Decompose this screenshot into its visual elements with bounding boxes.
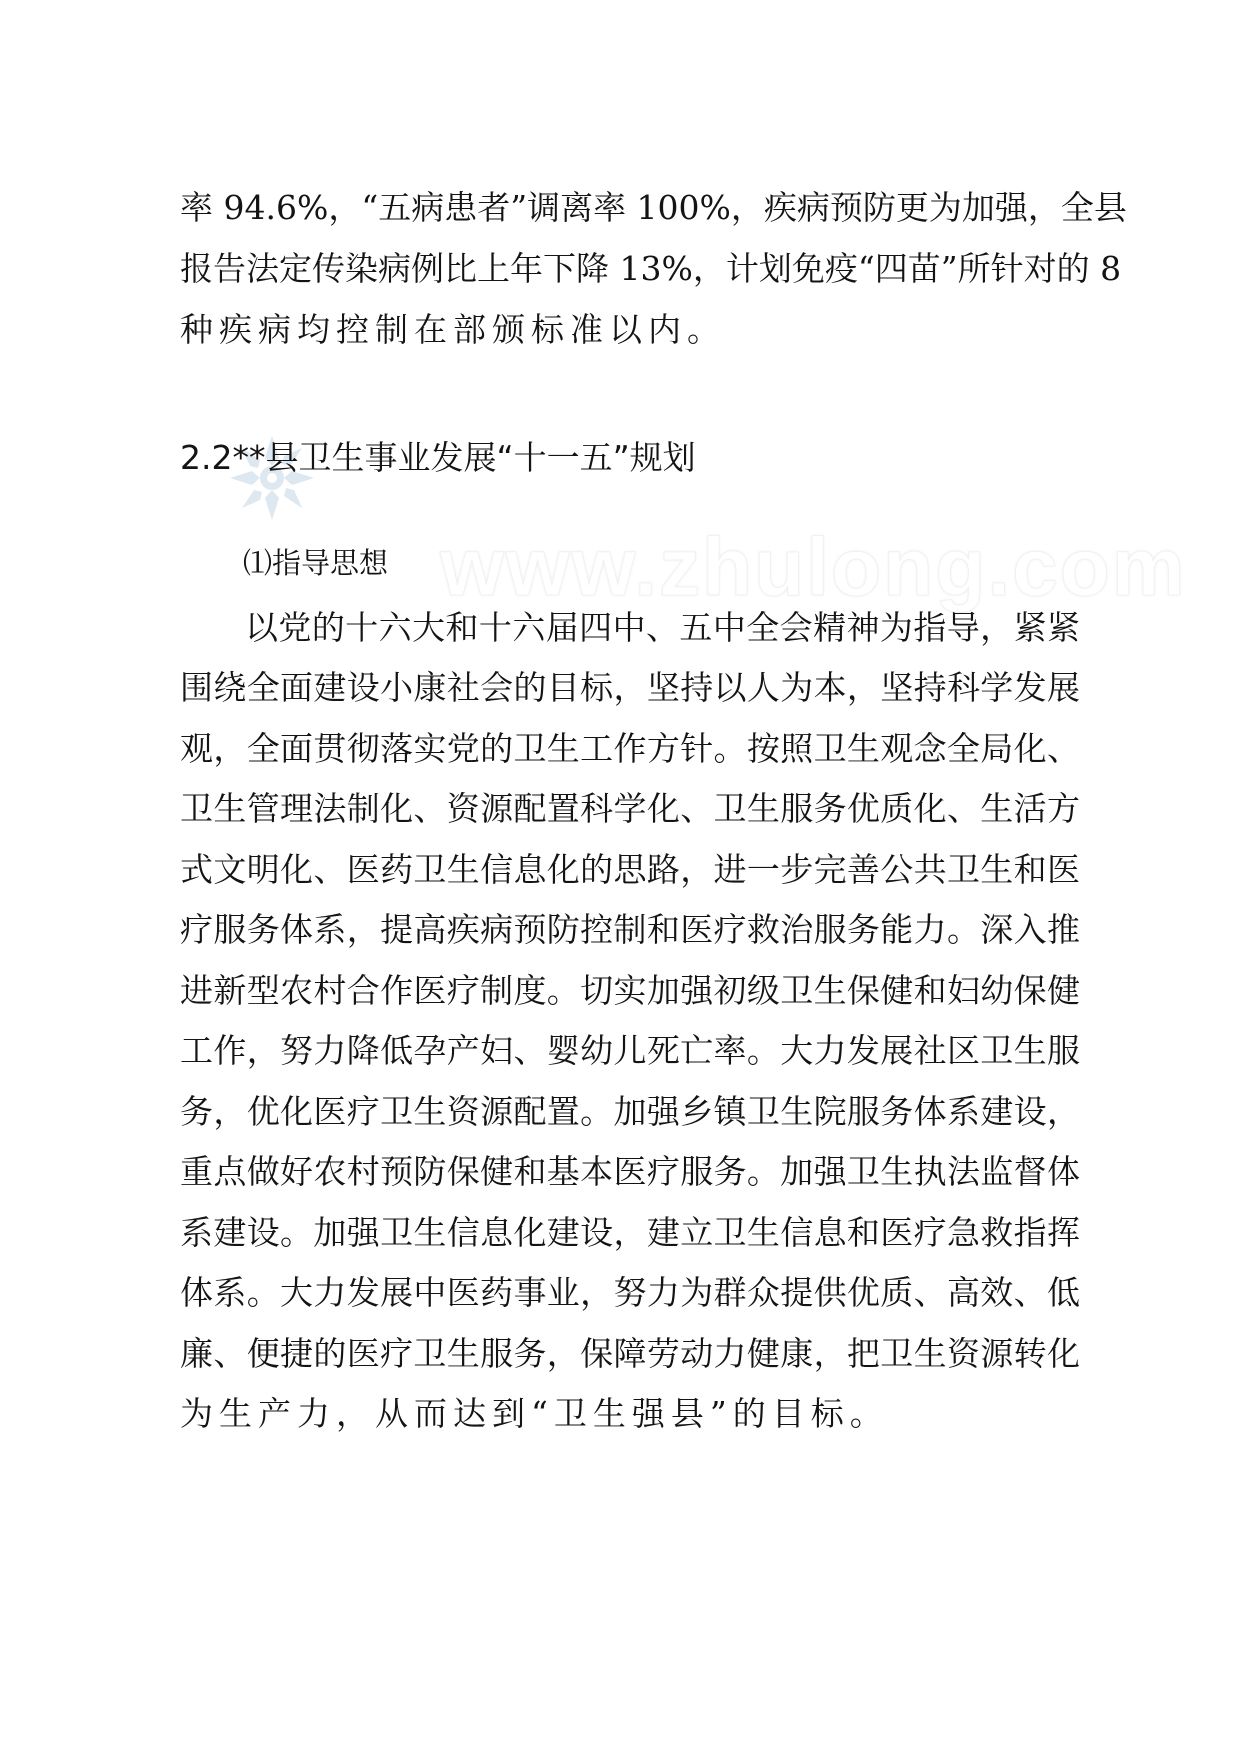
body-line: 务，优化医疗卫生资源配置。加强乡镇卫生院服务体系建设， — [180, 1092, 1080, 1131]
body-line: 体系。大力发展中医药事业，努力为群众提供优质、高效、低 — [180, 1273, 1080, 1312]
body-line: 以党的十六大和十六届四中、五中全会精神为指导，紧紧 — [245, 608, 1080, 647]
body-line: 为生产力，从而达到“卫生强县”的目标。 — [180, 1394, 889, 1433]
watermark-text: www.zhulong.com — [440, 522, 1187, 613]
body-line: 系建设。加强卫生信息化建设，建立卫生信息和医疗急救指挥 — [180, 1213, 1080, 1252]
body-line: 观，全面贯彻落实党的卫生工作方针。按照卫生观念全局化、 — [180, 729, 1080, 768]
body-line: 报告法定传染病例比上年下降 13%，计划免疫“四苗”所针对的 8 — [180, 249, 1122, 288]
body-line: 种疾病均控制在部颁标准以内。 — [180, 310, 726, 349]
body-line: 疗服务体系，提高疾病预防控制和医疗救治服务能力。深入推 — [180, 910, 1080, 949]
body-line: 进新型农村合作医疗制度。切实加强初级卫生保健和妇幼保健 — [180, 971, 1080, 1010]
body-line: 式文明化、医药卫生信息化的思路，进一步完善公共卫生和医 — [180, 850, 1080, 889]
section-heading: 2.2**县卫生事业发展“十一五”规划 — [180, 438, 696, 477]
subsection-heading: ⑴指导思想 — [243, 546, 389, 580]
body-line: 围绕全面建设小康社会的目标，坚持以人为本，坚持科学发展 — [180, 668, 1080, 707]
body-line: 重点做好农村预防保健和基本医疗服务。加强卫生执法监督体 — [180, 1152, 1080, 1191]
body-line: 率 94.6%，“五病患者”调离率 100%，疾病预防更为加强，全县 — [180, 188, 1127, 227]
body-line: 工作，努力降低孕产妇、婴幼儿死亡率。大力发展社区卫生服 — [180, 1031, 1080, 1070]
body-line: 廉、便捷的医疗卫生服务，保障劳动力健康，把卫生资源转化 — [180, 1334, 1080, 1373]
body-line: 卫生管理法制化、资源配置科学化、卫生服务优质化、生活方 — [180, 789, 1080, 828]
